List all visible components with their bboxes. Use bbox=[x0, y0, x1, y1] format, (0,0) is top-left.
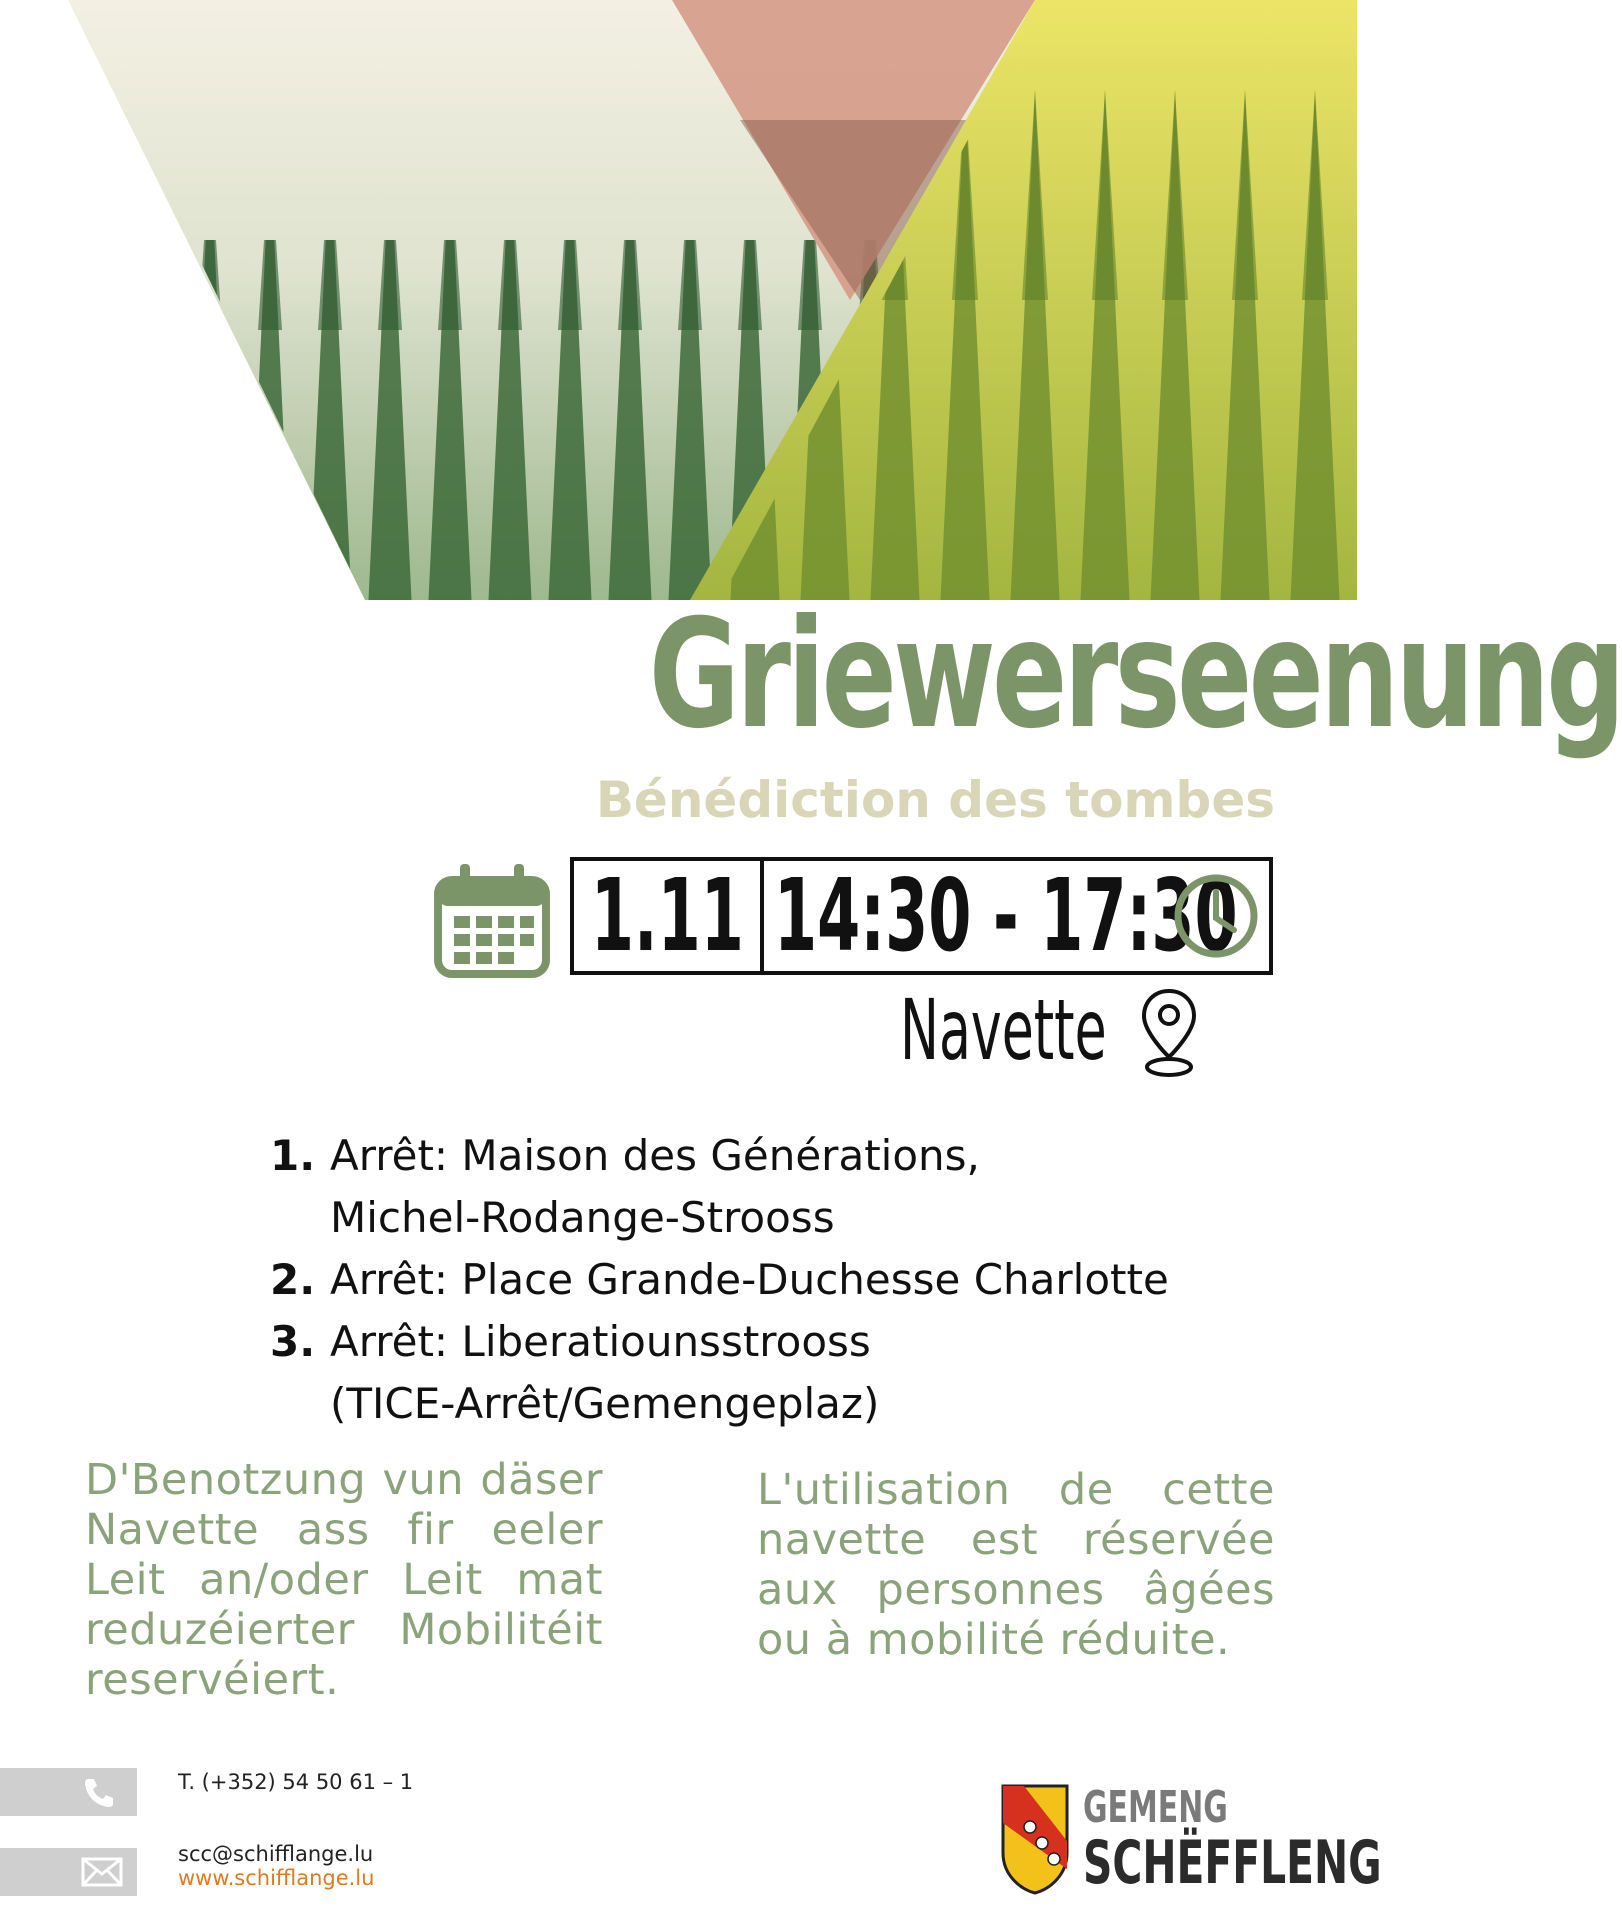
page-subtitle: Bénédiction des tombes bbox=[595, 771, 1275, 829]
info-text-french: L'utilisation de cette navette est réservée aux personnes âgées ou à mobilité réduite. bbox=[757, 1465, 1275, 1665]
stop-text: Michel-Rodange-Strooss bbox=[330, 1193, 835, 1242]
stop-number: 3. bbox=[270, 1317, 316, 1366]
logo-text-bottom: SCHËFFLENG bbox=[1083, 1828, 1382, 1898]
map-pin-icon bbox=[1138, 985, 1200, 1080]
phone-number[interactable]: T. (+352) 54 50 61 – 1 bbox=[178, 1770, 414, 1794]
hero-forest-image bbox=[0, 0, 1357, 610]
calendar-icon bbox=[432, 860, 552, 980]
service-label: Navette bbox=[900, 981, 1107, 1079]
info-text-luxembourgish: D'Benotzung vun däser Navette ass fir eeler Leit an/oder Leit mat reduzéierter Mobilitéit reservéiert. bbox=[85, 1455, 603, 1705]
coat-of-arms-icon bbox=[1000, 1783, 1070, 1895]
event-date: 1.11 bbox=[590, 857, 744, 974]
stop-text: Arrêt: Liberatiounsstrooss bbox=[330, 1317, 871, 1366]
date-cell bbox=[574, 857, 764, 974]
stop-text: (TICE-Arrêt/Gemengeplaz) bbox=[330, 1379, 880, 1428]
stop-list bbox=[270, 1125, 1270, 1435]
page-title: Griewerseenung bbox=[648, 588, 1622, 762]
time-cell bbox=[764, 857, 1522, 974]
phone-icon-bar bbox=[0, 1768, 137, 1816]
list-item bbox=[270, 1125, 1270, 1249]
envelope-icon bbox=[82, 1858, 122, 1886]
email-link[interactable]: scc@schifflange.lu bbox=[178, 1842, 374, 1866]
phone-icon bbox=[82, 1776, 116, 1808]
logo-text-top: GEMENG bbox=[1083, 1782, 1228, 1833]
website-link[interactable]: www.schifflange.lu bbox=[178, 1866, 375, 1890]
stop-number: 1. bbox=[270, 1131, 316, 1180]
stop-text: Arrêt: Place Grande-Duchesse Charlotte bbox=[330, 1255, 1169, 1304]
date-time-box bbox=[570, 857, 1273, 975]
list-item bbox=[270, 1249, 1270, 1311]
list-item bbox=[270, 1311, 1270, 1435]
stop-text: Arrêt: Maison des Générations, bbox=[330, 1131, 980, 1180]
clock-icon bbox=[1172, 872, 1260, 960]
envelope-icon-bar bbox=[0, 1848, 137, 1896]
event-time: 14:30 - 17:30 bbox=[774, 857, 1238, 974]
stop-number: 2. bbox=[270, 1255, 316, 1304]
